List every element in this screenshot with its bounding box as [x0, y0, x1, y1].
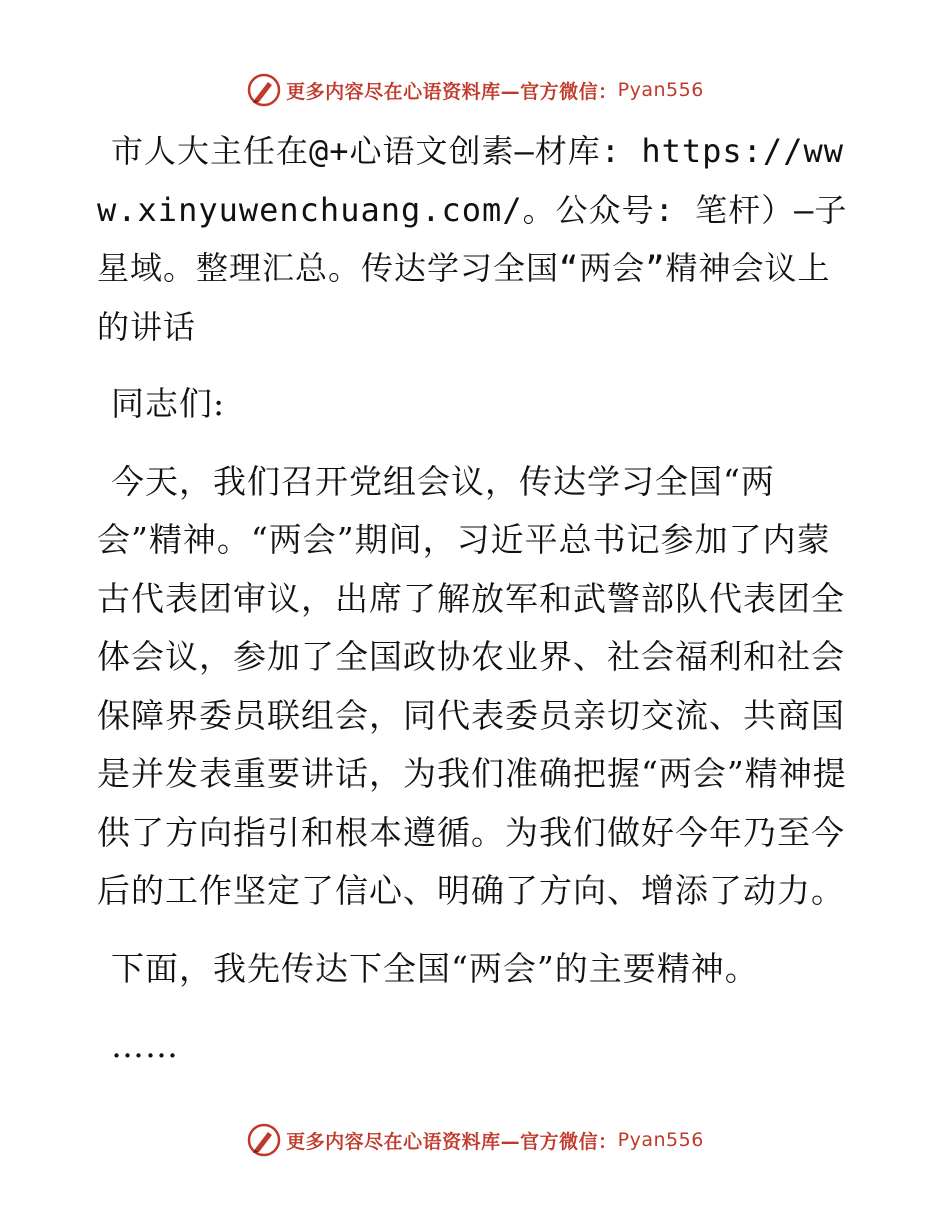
footer-watermark-banner [0, 1122, 950, 1158]
pen-logo-icon [246, 72, 282, 108]
pen-logo-icon [246, 1122, 282, 1158]
header-watermark-banner [0, 72, 950, 108]
salutation: 同志们: [111, 384, 226, 423]
document-body [97, 122, 857, 1095]
header-banner-handle: Pyan556 [617, 79, 704, 101]
header-banner-text: 更多内容尽在心语资料库—官方微信： [286, 80, 618, 103]
ellipsis: …… [111, 1026, 179, 1065]
footer-banner-handle: Pyan556 [617, 1129, 704, 1151]
paragraph-1: 今天，我们召开党组会议，传达学习全国“两会”精神。“两会”期间，习近平总书记参加了内蒙古代表团审议，出席了解放军和武警部队代表团全体会议，参加了全国政协农业界、社会福利和社会保障界委员联组会，同代表委员亲切交流、共商国是并发表重要讲话，为我们准确把握“两会”精神提供了方向指引和根本遵循。为我们做好今年乃至今后的工作坚定了信心、明确了方向、增添了动力。 [97, 461, 847, 910]
document-title: 市人大主任在@+心语文创素—材库: https://www.xinyuwenchuang.com/。公众号: 笔杆）—子星域。整理汇总。传达学习全国“两会”精神会议上的讲话 [97, 132, 848, 346]
paragraph-2: 下面，我先传达下全国“两会”的主要精神。 [111, 948, 759, 988]
footer-banner-text: 更多内容尽在心语资料库—官方微信： [286, 1130, 618, 1153]
